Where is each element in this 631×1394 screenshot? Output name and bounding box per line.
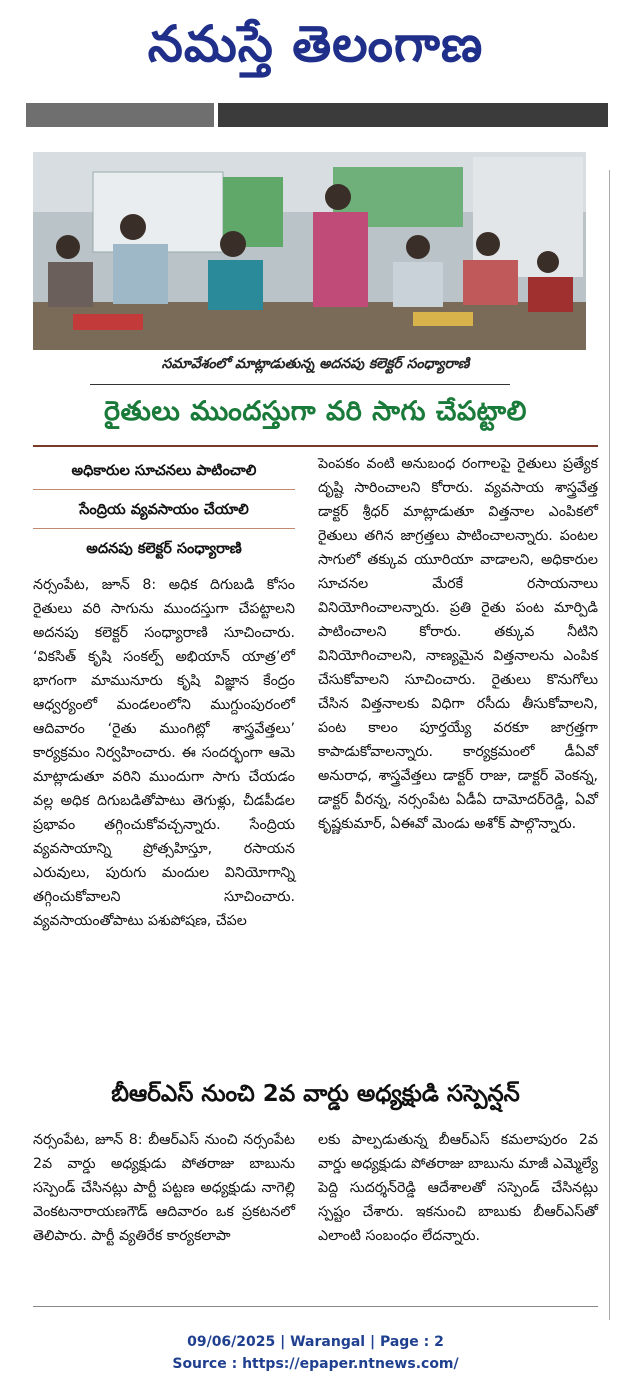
news-photo [33, 152, 586, 350]
article1-column-1 [33, 573, 295, 1063]
column-divider [609, 170, 610, 1320]
article1-text-2: పెంపకం వంటి అనుబంధ రంగాలపై రైతులు ప్రత్యేక దృష్టి సారించాలని కోరారు. వ్యవసాయ శాస్త్రవేత్త డాక్టర్ శ్రీధర్ మాట్లాడుతూ విత్తనాల ఎంపికలో రైతులు తగిన జాగ్రత్తలు పాటించాలన్నారు. పంటల సాగులో తక్కువ యూరియా వాడాలని, అధికారుల సూచనల మేరకే రసాయనాలు వినియోగించాలన్నారు. ప్రతి రైతు పంట మార్పిడి పాటించాలని కోరారు. తక్కువ నీటిని వినియోగించాలని, నాణ్యమైన విత్తనాలను ఎంపిక చేసుకోవాలని సూచించారు. రైతులు కొనుగోలు చేసిన విత్తనాలకు విధిగా రసీదు తీసుకోవాలని, పంట కాలం పూర్తయ్యే వరకూ జాగ్రత్తగా కాపాడుకోవాలన్నారు. కార్యక్రమంలో డీఏవో అనురాధ, శాస్త్రవేత్తలు డాక్టర్ రాజు, డాక్టర్ వెంకన్న, డాక్టర్ వీరన్న, నర్సంపేట ఏడీఏ దామోదర్‌రెడ్డి, ఏవో కృష్ణకుమార్, ఏఈవో మెండు అశోక్ పాల్గొన్నారు. [318, 456, 598, 832]
headline-main: రైతులు ముందస్తుగా వరి సాగు చేపట్టాలి [104, 396, 527, 427]
article2-text-2: లకు పాల్పడుతున్న బీఆర్ఎస్ కమలాపురం 2వ వార్డు అధ్యక్షుడు పోతరాజు బాబును మాజీ ఎమ్మెల్యే పెద్ది సుదర్శన్‌రెడ్డి ఆదేశాలతో సస్పెండ్ చేసినట్లు స్పష్టం చేశారు. ఇకనుంచి బాబుకు బీఆర్ఎస్‌తో ఎలాంటి సంబంధం లేదన్నారు. [318, 1132, 598, 1244]
headline-second: బీఆర్ఎస్ నుంచి 2వ వార్డు అధ్యక్షుడి సస్పెన్షన్ [111, 1081, 520, 1107]
subhead-rule [33, 528, 295, 529]
photo-caption: సమావేశంలో మాట్లాడుతున్న అదనపు కలెక్టర్ సంధ్యారాణి [161, 356, 470, 372]
caption-rule [90, 384, 510, 385]
footer-source-link[interactable]: Source : https://epaper.ntnews.com/ [172, 1356, 459, 1372]
photo-illustration [33, 152, 586, 350]
article2-column-1 [33, 1128, 295, 1298]
article1-column-2 [318, 452, 598, 1062]
subhead-1: అధికారుల సూచనలు పాటించాలి [71, 463, 257, 479]
subhead-rule [33, 489, 295, 490]
article1-text-1: నర్సంపేట, జూన్ 8: అధిక దిగుబడి కోసం రైతులు వరి సాగును ముందస్తుగా చేపట్టాలని అదనపు కలెక్టర్ సంధ్యారాణి సూచించారు. ‘వికసిత్ కృషి సంకల్ప్ అభియాన్ యాత్ర’లో భాగంగా మామునూరు కృషి విజ్ఞాన కేంద్రం ఆధ్వర్యంలో మండలంలోని ముగ్దుంపురంలో ఆదివారం ‘రైతు ముంగిట్లో శాస్త్రవేత్తలు’ కార్యక్రమం నిర్వహించారు. ఈ సందర్భంగా ఆమె మాట్లాడుతూ వరిని ముందుగా సాగు చేయడం వల్ల అధిక దిగుబడితోపాటు తెగుళ్లు, చీడపీడల ప్రభావం తగ్గించుకోవచ్చన్నారు. సేంద్రియ వ్యవసాయాన్ని ప్రోత్సహిస్తూ, రసాయన ఎరువులు, పురుగు మందుల వినియోగాన్ని తగ్గించుకోవాలని సూచించారు. వ్యవసాయంతోపాటు పశుపోషణ, చేపల [33, 577, 295, 929]
article2-column-2 [318, 1128, 598, 1298]
footer-date-edition: 09/06/2025 | Warangal | Page : 2 [187, 1334, 444, 1350]
bottom-rule [33, 1306, 598, 1307]
newspaper-logo: నమస్తే తెలంగాణ [147, 15, 484, 73]
masthead [0, 0, 631, 100]
headline-rule [33, 445, 598, 447]
subhead-3: అదనపు కలెక్టర్ సంధ్యారాణి [86, 541, 242, 557]
masthead-bar-right [218, 103, 608, 127]
subhead-2: సేంద్రియ వ్యవసాయం చేయాలి [79, 502, 249, 518]
article2-text-1: నర్సంపేట, జూన్ 8: బీఆర్ఎస్ నుంచి నర్సంపేట 2వ వార్డు అధ్యక్షుడు పోతరాజు బాబును సస్పెండ్ చేసినట్లు పార్టీ పట్టణ అధ్యక్షుడు నాగెల్లి వెంకటనారాయణగౌడ్ ఆదివారం ఒక ప్రకటనలో తెలిపారు. పార్టీ వ్యతిరేక కార్యకలాపా [33, 1132, 295, 1244]
masthead-bar-left [26, 103, 214, 127]
